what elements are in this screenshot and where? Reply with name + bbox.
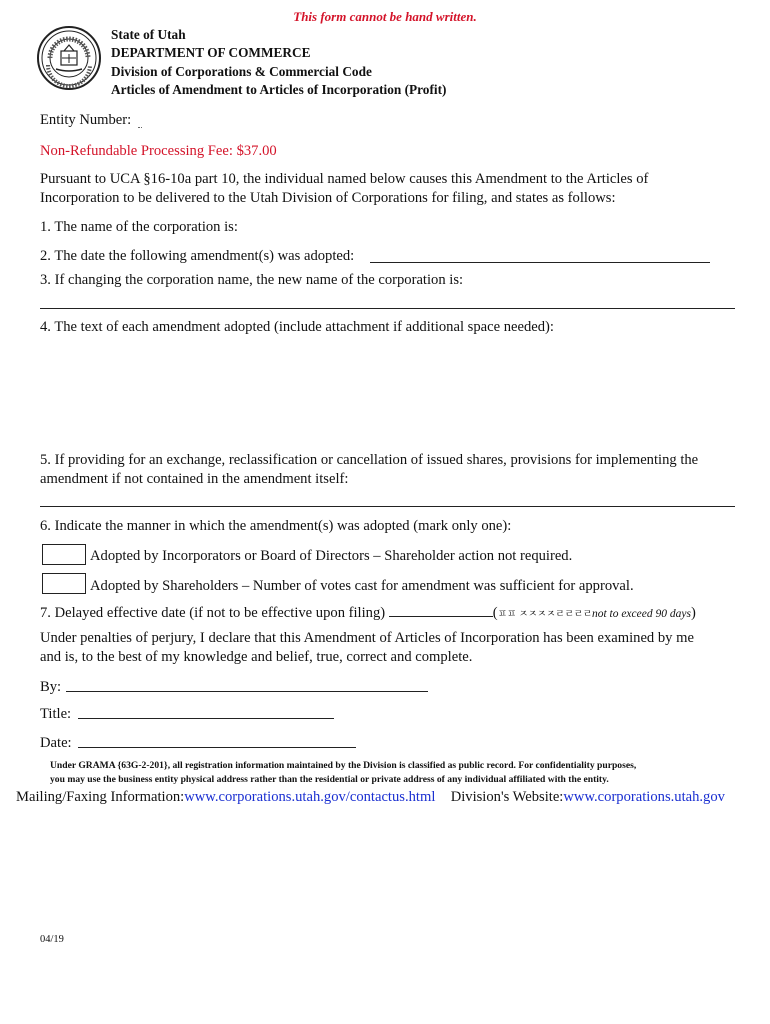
garbled-glyphs: ㅍㅍ ㅈㅈㅈㅈㄹㄹㄹㄹ — [497, 609, 592, 620]
perjury-declaration — [40, 629, 694, 667]
title-label: Title: — [40, 706, 72, 722]
option-shareholders-label: Adopted by Shareholders – Number of votes cast for amendment was sufficient for approval. — [90, 578, 634, 594]
adoption-date-field[interactable] — [370, 262, 710, 263]
item-7-label: 7. Delayed effective date (if not to be effective upon filing) — [40, 605, 386, 621]
grama-line-2: you may use the business entity physical address rather than the residential or private address of any individual affiliated with the entity. — [50, 774, 609, 785]
declaration-line-1: Under penalties of perjury, I declare that this Amendment of Articles of Incorporation has been examined by me — [40, 630, 694, 646]
mailing-link[interactable]: www.corporations.utah.gov/contactus.html — [184, 789, 436, 805]
item-7-row — [40, 604, 696, 624]
grama-line-1: Under GRAMA {63G-2-201}, all registration information maintained by the Division is classified as public record. For confidentiality purposes, — [50, 760, 637, 771]
item-5-line-2: amendment if not contained in the amendment itself: — [40, 471, 349, 487]
form-version: 04/19 — [40, 934, 64, 945]
corporation-name-field[interactable] — [262, 218, 732, 236]
delayed-date-field[interactable] — [389, 604, 493, 617]
pursuant-text — [40, 170, 648, 208]
item-7-note: not to exceed 90 days — [591, 608, 691, 620]
date-label: Date: — [40, 735, 72, 751]
item-5-line-1: 5. If providing for an exchange, reclassification or cancellation of issued shares, provisions for implementing the — [40, 452, 699, 468]
item-1-label: 1. The name of the corporation is: — [40, 219, 238, 235]
mailing-label: Mailing/Faxing Information: — [16, 789, 185, 805]
declaration-line-2: and is, to the best of my knowledge and belief, true, correct and complete. — [40, 649, 473, 665]
paren-open: ( — [492, 605, 498, 621]
website-link[interactable]: www.corporations.utah.gov — [563, 789, 725, 805]
entity-number-label: Entity Number: — [40, 112, 132, 128]
form-title: Articles of Amendment to Articles of Incorporation (Profit) — [111, 81, 447, 97]
grama-notice — [50, 759, 636, 787]
item-5-label — [40, 451, 698, 489]
processing-fee: Non-Refundable Processing Fee: $37.00 — [40, 143, 277, 159]
website-label: Division's Website: — [450, 789, 564, 805]
item-2-label: 2. The date the following amendment(s) was adopted: — [40, 248, 355, 264]
entity-number-field[interactable] — [138, 117, 142, 128]
option-incorporators-label: Adopted by Incorporators or Board of Directors – Shareholder action not required. — [90, 548, 573, 564]
item-3-label: 3. If changing the corporation name, the new name of the corporation is: — [40, 272, 464, 288]
new-corporation-name-field[interactable] — [40, 308, 735, 309]
paren-close: ) — [690, 605, 696, 621]
by-label: By: — [40, 679, 62, 695]
pursuant-line-2: Incorporation to be delivered to the Utah Division of Corporations for filing, and states as follows: — [40, 190, 616, 206]
header-state: State of Utah — [111, 27, 186, 42]
share-provisions-field[interactable] — [40, 506, 735, 507]
item-6-label: 6. Indicate the manner in which the amendment(s) was adopted (mark only one): — [40, 518, 512, 534]
form-header — [111, 26, 446, 99]
by-signature-field[interactable] — [66, 691, 428, 692]
shareholders-checkbox[interactable] — [42, 573, 86, 594]
pursuant-line-1: Pursuant to UCA §16-10a part 10, the individual named below causes this Amendment to the Articles of — [40, 171, 649, 187]
incorporators-checkbox[interactable] — [42, 544, 86, 565]
title-field[interactable] — [78, 718, 334, 719]
footer-contact-row — [16, 789, 725, 806]
header-division: Division of Corporations & Commercial Code — [111, 63, 372, 79]
date-field[interactable] — [78, 747, 356, 748]
utah-state-seal-icon — [36, 25, 102, 91]
header-department: DEPARTMENT OF COMMERCE — [111, 45, 311, 61]
hand-written-notice: This form cannot be hand written. — [293, 9, 477, 24]
amendment-text-field[interactable] — [40, 340, 735, 445]
item-4-label: 4. The text of each amendment adopted (include attachment if additional space needed): — [40, 319, 554, 335]
